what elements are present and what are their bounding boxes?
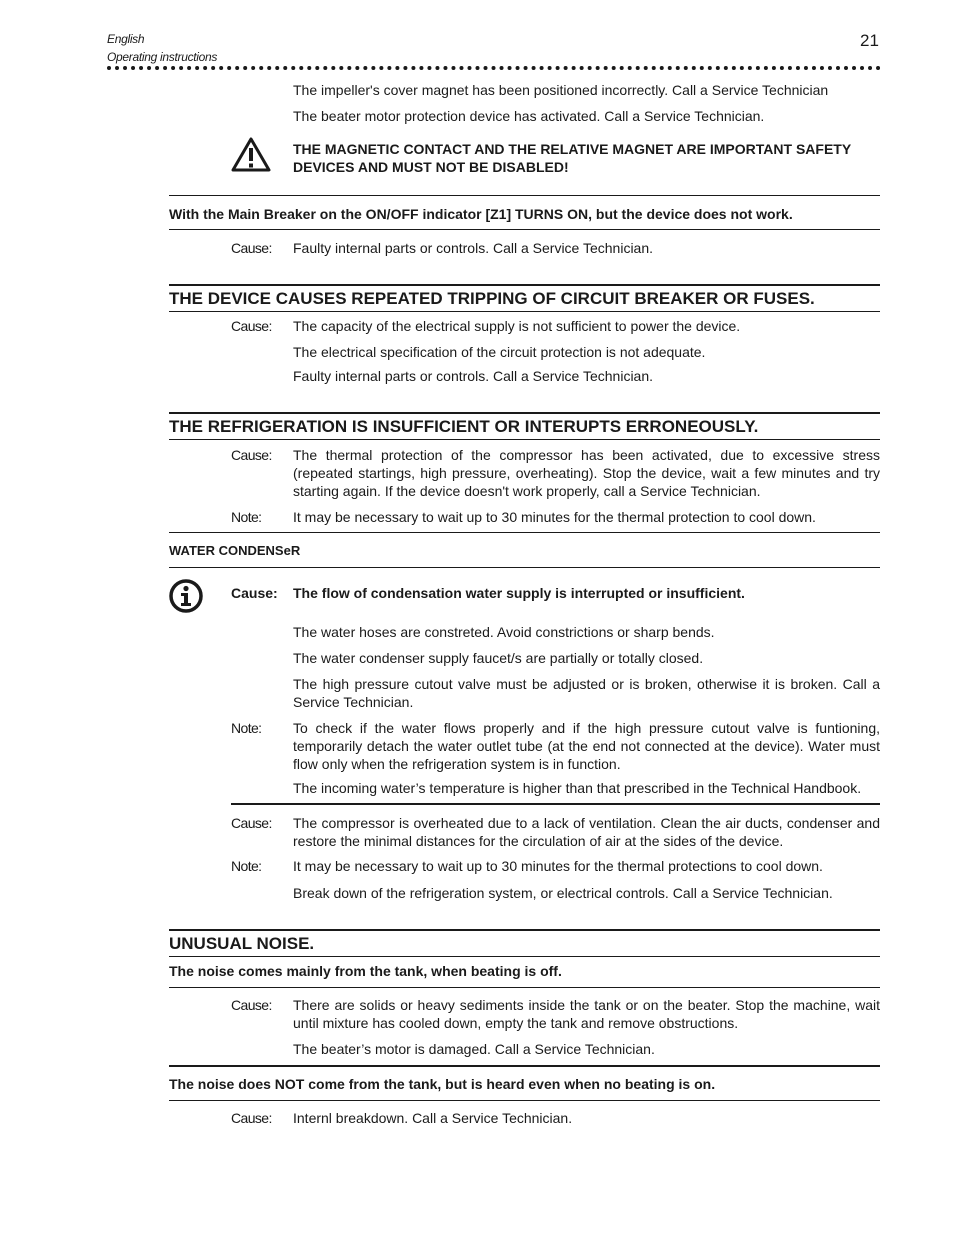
water-condenser-heading: WATER CONDENSeR	[169, 543, 301, 558]
section-rule	[231, 803, 880, 805]
internal-breakdown-cause: Internl breakdown. Call a Service Technician.	[293, 1110, 573, 1126]
note-label: Note:	[231, 509, 262, 525]
refrigeration-heading: THE REFRIGERATION IS INSUFFICIENT OR INTERUPTS ERRONEOUSLY.	[169, 417, 759, 436]
beater-motor-damaged-line: The beater’s motor is damaged. Call a Service Technician.	[293, 1041, 655, 1057]
cause-label: Cause:	[231, 447, 272, 463]
water-condenser-note: To check if the water flows properly and if the high pressure cutout valve is funtioning, temporarily detach the water outlet tube (at the end not connected at the device). Water must flow only when the refrigeration system is in function.	[293, 720, 880, 772]
divider	[169, 195, 880, 196]
beater-motor-line: The beater motor protection device has activated. Call a Service Technician.	[293, 108, 765, 124]
cause-label: Cause:	[231, 815, 272, 831]
safety-warning-text: THE MAGNETIC CONTACT AND THE RELATIVE MAGNET ARE IMPORTANT SAFETY DEVICES AND MUST NOT BE DISABLED!	[293, 141, 851, 175]
note-label: Note:	[231, 720, 262, 736]
tripping-heading: THE DEVICE CAUSES REPEATED TRIPPING OF CIRCUIT BREAKER OR FUSES.	[169, 289, 815, 308]
info-icon	[169, 579, 203, 613]
note-label: Note:	[231, 858, 262, 874]
header-dotted-divider	[107, 66, 881, 70]
divider	[169, 956, 880, 957]
divider	[169, 987, 880, 988]
main-breaker-heading: With the Main Breaker on the ON/OFF indicator [Z1] TURNS ON, but the device does not work.	[169, 206, 793, 222]
warning-triangle-icon	[231, 137, 271, 173]
refrigeration-breakdown-line: Break down of the refrigeration system, or electrical controls. Call a Service Technician.	[293, 885, 833, 901]
divider	[169, 532, 880, 533]
water-condenser-line: The high pressure cutout valve must be adjusted or is broken, otherwise it is broken. Call a Service Technician.	[293, 676, 880, 710]
cause-label: Cause:	[231, 997, 272, 1013]
cause-label: Cause:	[231, 1110, 272, 1126]
compressor-overheat-cause: The compressor is overheated due to a lack of ventilation. Clean the air ducts, condenser and restore the minimal distances for the circulation of air at the sides of the device.	[293, 815, 880, 849]
section-rule	[169, 929, 880, 931]
tripping-line: The electrical specification of the circuit protection is not adequate.	[293, 344, 706, 360]
tripping-line: The capacity of the electrical supply is not sufficient to power the device.	[293, 318, 741, 334]
water-condenser-line: The water hoses are constreted. Avoid constrictions or sharp bends.	[293, 624, 715, 640]
section-rule	[169, 1065, 880, 1067]
tripping-line: Faulty internal parts or controls. Call a Service Technician.	[293, 368, 654, 384]
noise-not-tank-heading: The noise does NOT come from the tank, but is heard even when no beating is on.	[169, 1076, 716, 1092]
water-condenser-note-extra: The incoming water’s temperature is higher than that prescribed in the Technical Handbook.	[293, 780, 862, 796]
unusual-noise-heading: UNUSUAL NOISE.	[169, 934, 315, 953]
page-number: 21	[860, 31, 879, 50]
noise-tank-cause: There are solids or heavy sediments inside the tank or on the beater. Stop the machine, wait until mixture has cooled down, empty the tank and remove obstructions.	[293, 997, 880, 1031]
cause-label: Cause:	[231, 240, 272, 256]
noise-tank-heading: The noise comes mainly from the tank, when beating is off.	[169, 963, 562, 979]
divider	[169, 229, 880, 230]
main-breaker-cause: Faulty internal parts or controls. Call a Service Technician.	[293, 240, 654, 256]
cause-label: Cause:	[231, 318, 272, 334]
header-language: English	[107, 32, 145, 46]
refrigeration-cause: The thermal protection of the compressor has been activated, due to excessive stress (repeated startings, high pressure, overheating). Stop the device, wait a few minutes and try starting again. If the device doesn't work properly, call a Service Technician.	[293, 447, 880, 499]
water-condenser-line: The water condenser supply faucet/s are partially or totally closed.	[293, 650, 704, 666]
divider	[169, 311, 880, 312]
section-rule	[169, 284, 880, 286]
section-rule	[169, 412, 880, 414]
cause-label: Cause:	[231, 585, 278, 601]
divider	[169, 1100, 880, 1101]
water-condenser-cause: The flow of condensation water supply is interrupted or insufficient.	[293, 585, 745, 601]
compressor-overheat-note: It may be necessary to wait up to 30 minutes for the thermal protections to cool down.	[293, 858, 823, 874]
divider	[169, 439, 880, 440]
refrigeration-note: It may be necessary to wait up to 30 minutes for the thermal protection to cool down.	[293, 509, 816, 525]
divider	[169, 567, 880, 568]
header-subtitle: Operating instructions	[107, 50, 218, 64]
impeller-magnet-line: The impeller's cover magnet has been positioned incorrectly. Call a Service Technician	[293, 82, 829, 98]
